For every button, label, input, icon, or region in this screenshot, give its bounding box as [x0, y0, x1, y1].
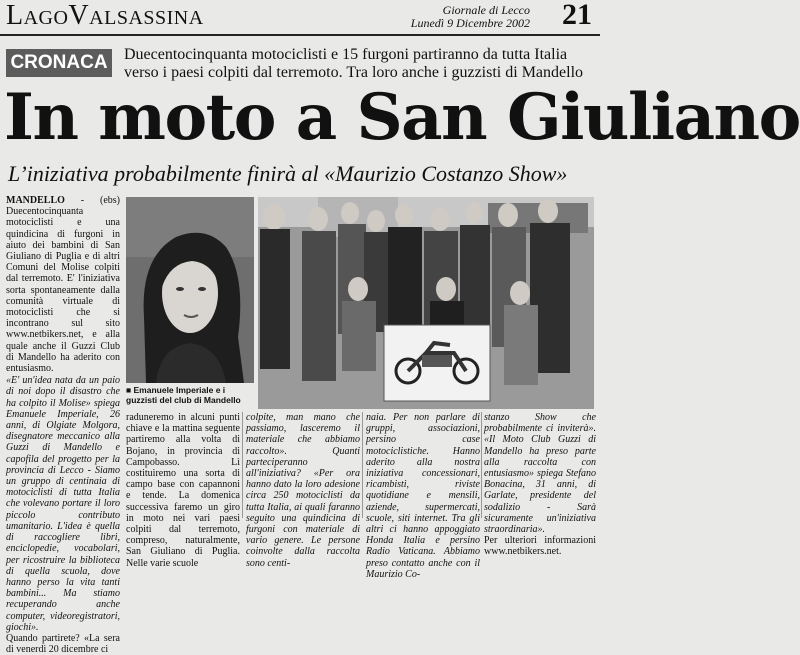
article-column-5 [484, 412, 596, 558]
subheadline: L’iniziativa probabilmente finirà al «Maurizio Costanzo Show» [8, 161, 568, 186]
column-divider [481, 412, 482, 518]
column-divider [242, 412, 243, 518]
portrait-image [126, 197, 254, 383]
group-photo [258, 197, 594, 409]
article-column-1 [6, 195, 120, 655]
column-1-quote: «E' un'idea nata da un paio di noi dopo il disastro che ha colpito il Molise» spiega Emanuele Imperiale, 26 anni, di Olgiate Molgora, disegnatore meccanico alla Guzzi di Mandello e capofila del progetto per la provincia di Lecco - Siamo un gruppo di centinaia di motociclisti di tutta Italia che volevano portare il loro piccolo contributo umanitario. L'idea è quella di raccogliere libri, enciclopedie, vocabolari, per ricostruire la biblioteca di quella scuola, dove hanno perso la vita tanti bambini... Ma stiamo recuperando anche computer, videoregistratori, giochi». [6, 375, 120, 633]
issue-date: Lunedì 9 Dicembre 2002 [410, 16, 530, 30]
column-5-text: stanzo Show che probabilmente ci inviterà». «Il Moto Club Guzzi di Mandello ha preso parte alla raccolta con entusiasmo» spiega Stefano Bonacina, 31 anni, di Garlate, presidente del sodalizio - Sarà sicuramente un'iniziativa straordinaria». [484, 412, 596, 536]
section-title: LagoValsassina [6, 0, 204, 31]
paper-date-block [400, 4, 530, 30]
column-5-contact: Per ulteriori informazioni www.netbikers.net. [484, 535, 596, 558]
dateline: MANDELLO [6, 195, 65, 206]
article-column-2: raduneremo in alcuni punti chiave e la mattina seguente partiremo alla volta di Bojano, in provincia di Campobasso. Lì costituiremo una sorta di campo base con capannoni e tende. La domenica successiva faremo un giro in moto nei vari paesi colpiti dal terremoto, compreso, naturalmente, San Giuliano di Puglia. Nelle varie scuole [126, 412, 240, 569]
group-image [258, 197, 594, 409]
article-column-3: colpite, man mano che passiamo, lasceremo il materiale che abbiamo raccolto». Quanti parteciperanno all'iniziativa? «Per ora hanno dato la loro adesione circa 250 motociclisti da tutta Italia, ai quali faranno seguito una quindicina di furgoni con materiale di vario genere. Le persone coinvolte dalla raccolta sono centi- [246, 412, 360, 569]
section-tag: CRONACA [6, 49, 112, 77]
column-1-intro: - (ebs) Duecentocinquanta motociclisti e una quindicina di furgoni in aiuto dei bambini di San Giuliano di Puglia e di altri Comuni del Molise colpiti dal terremoto. E' l'iniziativa sorta spontaneamente dalla comunità virtuale di motociclisti che si incontrano sul sito www.netbikers.net, e alla quale anche il Guzzi Club di Mandello ha aderito con entusiasmo. [6, 195, 120, 375]
masthead [0, 0, 600, 32]
caption-marker-icon: ■ [126, 385, 134, 395]
masthead-rule [0, 34, 600, 36]
portrait-photo [126, 197, 254, 383]
column-1-tail: Quando partirete? «La sera di venerdì 20 dicembre ci [6, 632, 120, 655]
headline: In moto a San Giuliano [4, 80, 800, 155]
column-divider [362, 412, 363, 518]
photo-caption [126, 385, 254, 405]
article-column-4: naia. Per non parlare di gruppi, associazioni, persino case motociclistiche. Hanno aderito alla nostra iniziativa concessionari, ricambisti, riviste quotidiane e mensili, aziende, supermercati, scuole, siti internet. Tra gli altri ci hanno appoggiato Honda Italia e persino Radio Vaticana. Abbiamo preso contatto anche con il Maurizio Co- [366, 412, 480, 580]
paper-name: Giornale di Lecco [442, 3, 530, 17]
page-number: 21 [562, 0, 592, 31]
kicker: Duecentocinquanta motociclisti e 15 furgoni partiranno da tutta Italia verso i paesi colpiti dal terremoto. Tra loro anche i guzzisti di Mandello [124, 46, 584, 81]
caption-text: Emanuele Imperiale e i guzzisti del club di Mandello [126, 385, 241, 405]
